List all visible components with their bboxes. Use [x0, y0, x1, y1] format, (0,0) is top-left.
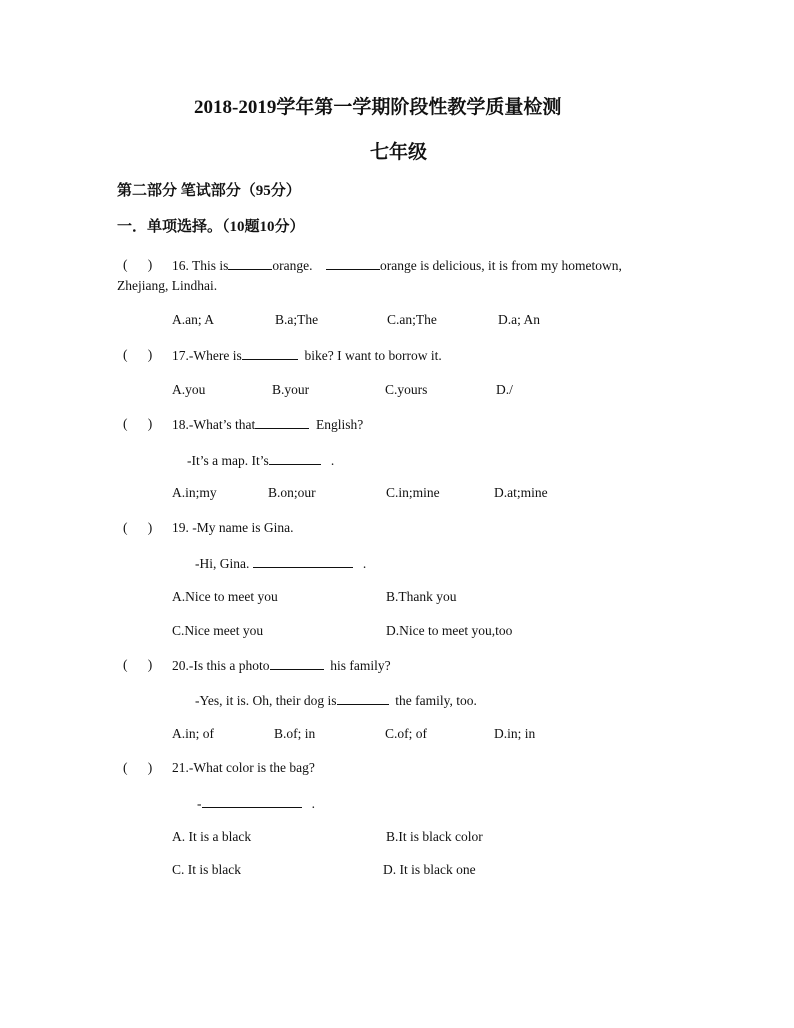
question-stem — [172, 658, 391, 673]
answer-bracket[interactable]: ( ) — [123, 416, 153, 431]
option-d[interactable]: D.at;mine — [494, 485, 548, 500]
exam-title: 2018-2019学年第一学期阶段性教学质量检测 — [194, 97, 562, 118]
reply-part: -It’s a map. It’s — [187, 453, 269, 468]
option-d[interactable]: D.a; An — [498, 312, 540, 327]
option-c[interactable]: C.Nice meet you — [172, 623, 264, 638]
reply-part: . — [330, 453, 335, 468]
option-c[interactable]: C.yours — [385, 382, 428, 397]
option-b[interactable]: B.on;our — [268, 485, 316, 500]
stem-part: 18.-What’s that — [172, 417, 256, 432]
question-reply — [197, 796, 315, 811]
answer-blank[interactable] — [202, 796, 302, 808]
option-d[interactable]: D./ — [496, 382, 513, 397]
section-heading: 一．单项选择。（10题10分） — [117, 219, 305, 235]
option-c[interactable]: C.in;mine — [386, 485, 440, 500]
option-b[interactable]: B.your — [272, 382, 310, 397]
question-stem-continued: Zhejiang, Lindhai. — [117, 278, 218, 293]
option-b[interactable]: B.of; in — [274, 726, 316, 741]
option-a[interactable]: A. It is a black — [172, 829, 252, 844]
question-stem: 21.-What color is the bag? — [172, 760, 315, 775]
answer-blank[interactable] — [242, 348, 298, 360]
answer-blank[interactable] — [269, 453, 321, 465]
reply-part: . — [362, 556, 367, 571]
option-a[interactable]: A.Nice to meet you — [172, 589, 278, 604]
stem-part: English? — [315, 417, 364, 432]
reply-part: . — [311, 796, 315, 811]
stem-part: 17.-Where is — [172, 348, 242, 363]
reply-part: -Yes, it is. Oh, their dog is — [195, 693, 337, 708]
option-a[interactable]: A.in;my — [172, 485, 217, 500]
answer-blank[interactable] — [255, 417, 309, 429]
question-stem — [172, 258, 622, 273]
reply-part: - — [197, 796, 202, 811]
stem-part: orange. — [272, 258, 313, 273]
stem-part: his family? — [330, 658, 391, 673]
question-stem — [172, 348, 442, 363]
option-a[interactable]: A.you — [172, 382, 206, 397]
option-d[interactable]: D.in; in — [494, 726, 536, 741]
answer-bracket[interactable]: ( ) — [123, 657, 153, 672]
option-a[interactable]: A.in; of — [172, 726, 214, 741]
answer-blank[interactable] — [337, 693, 389, 705]
answer-blank[interactable] — [326, 258, 380, 270]
option-b[interactable]: B.a;The — [275, 312, 319, 327]
grade-label: 七年级 — [370, 142, 428, 163]
stem-part: 16. This is — [172, 258, 229, 273]
answer-blank[interactable] — [253, 556, 353, 568]
part-heading: 第二部分 笔试部分（95分） — [117, 183, 301, 199]
answer-bracket[interactable]: ( ) — [123, 760, 153, 775]
question-reply — [195, 556, 366, 571]
option-b[interactable]: B.Thank you — [386, 589, 457, 604]
option-c[interactable]: C.an;The — [387, 312, 437, 327]
option-c[interactable]: C. It is black — [172, 862, 241, 877]
answer-bracket[interactable]: ( ) — [123, 257, 153, 272]
question-reply — [195, 693, 477, 708]
option-b[interactable]: B.It is black color — [386, 829, 483, 844]
stem-part: 20.-Is this a photo — [172, 658, 270, 673]
answer-blank[interactable] — [270, 658, 324, 670]
question-stem: 19. -My name is Gina. — [172, 520, 294, 535]
answer-blank[interactable] — [228, 258, 272, 270]
reply-part: the family, too. — [395, 693, 477, 708]
option-d[interactable]: D.Nice to meet you,too — [386, 623, 513, 638]
option-c[interactable]: C.of; of — [385, 726, 427, 741]
question-stem — [172, 417, 363, 432]
answer-bracket[interactable]: ( ) — [123, 347, 153, 362]
stem-part: bike? I want to borrow it. — [304, 348, 442, 363]
stem-part: orange is delicious, it is from my hometown, — [380, 258, 622, 273]
option-d[interactable]: D. It is black one — [383, 862, 476, 877]
option-a[interactable]: A.an; A — [172, 312, 214, 327]
answer-bracket[interactable]: ( ) — [123, 520, 153, 535]
reply-part: -Hi, Gina. — [195, 556, 250, 571]
question-reply — [187, 453, 334, 468]
